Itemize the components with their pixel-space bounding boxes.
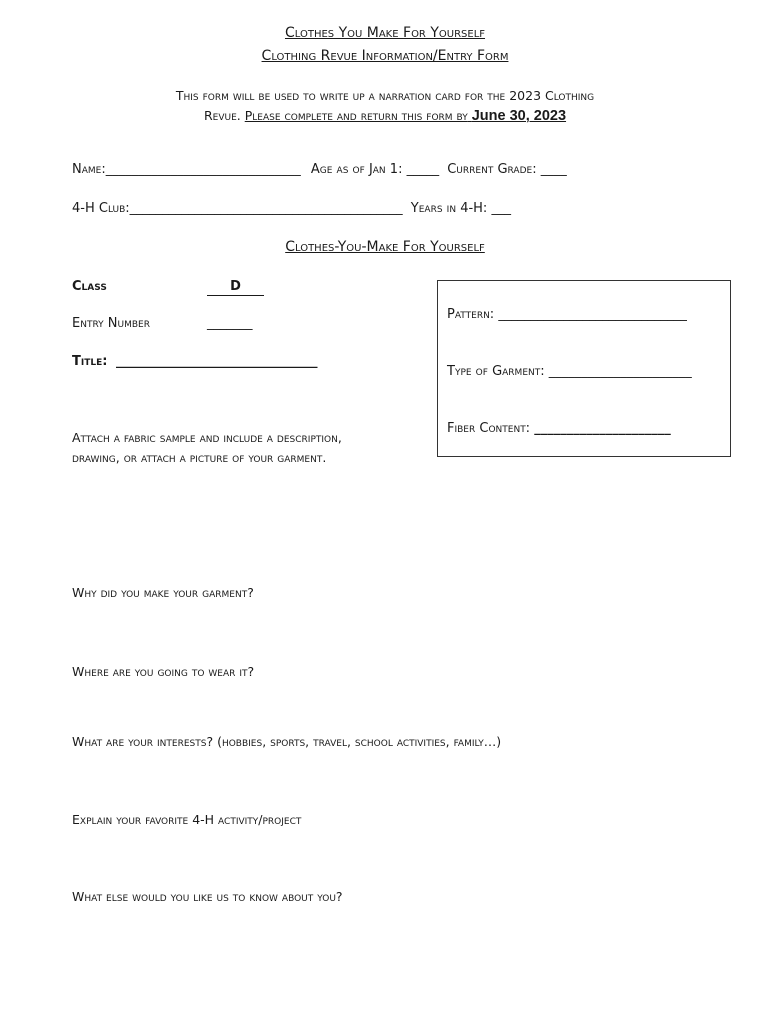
question-favorite-activity: Explain your favorite 4-H activity/project [72,812,302,827]
pattern-label: Pattern: [447,307,495,322]
section-heading: Clothes-You-Make For Yourself [285,239,485,255]
attach-instruction-line1: Attach a fabric sample and include a description, [72,430,342,445]
garment-type-field[interactable]: ______________________ [548,364,692,379]
entry-number-label: Entry Number [72,316,150,331]
intro-text-line1: This form will be used to write up a narration card for the 2023 Clothing [175,88,595,103]
garment-type-row [447,364,692,379]
title-field[interactable]: _______________________________ [116,354,318,369]
club-field[interactable]: __________________________________________ [129,201,403,216]
question-anything-else: What else would you like us to know about you? [72,889,343,904]
intro-prefix: Revue. [203,108,241,123]
name-field[interactable]: ______________________________ [105,162,301,177]
fiber-content-field[interactable]: _____________________ [534,421,671,436]
grade-label: Current Grade: [447,162,537,177]
question-where-wear: Where are you going to wear it? [72,664,255,679]
grade-field[interactable]: ____ [540,162,567,177]
form-title: Clothes You Make For Yourself [284,25,486,41]
question-interests: What are your interests? (hobbies, sports, travel, school activities, family…) [72,734,502,749]
pattern-row [447,307,687,322]
question-why-made: Why did you make your garment? [72,585,254,600]
title-label: Title: [72,354,108,369]
years-label: Years in 4-H: [410,201,488,216]
due-date: June 30, 2023 [471,108,567,124]
years-field[interactable]: ___ [491,201,511,216]
attach-instruction-line2: drawing, or attach a picture of your garment. [72,450,327,465]
form-subtitle: Clothing Revue Information/Entry Form [261,48,509,64]
class-value: D [207,279,264,296]
fiber-content-row [447,421,671,436]
age-label: Age as of Jan 1: [310,162,403,177]
age-field[interactable]: _____ [406,162,440,177]
entry-number-field[interactable]: _______ [207,316,253,331]
name-row [72,162,567,177]
class-label: Class [72,279,107,294]
intro-text-line2 [0,108,770,124]
pattern-field[interactable]: _____________________________ [498,307,687,322]
fiber-content-label: Fiber Content: [447,421,531,436]
club-label: 4-H Club: [72,201,130,216]
club-row [72,201,511,216]
return-instruction: Please complete and return this form by June 30, 2023 [244,108,567,124]
garment-type-label: Type of Garment: [447,364,545,379]
name-label: Name: [72,162,106,177]
